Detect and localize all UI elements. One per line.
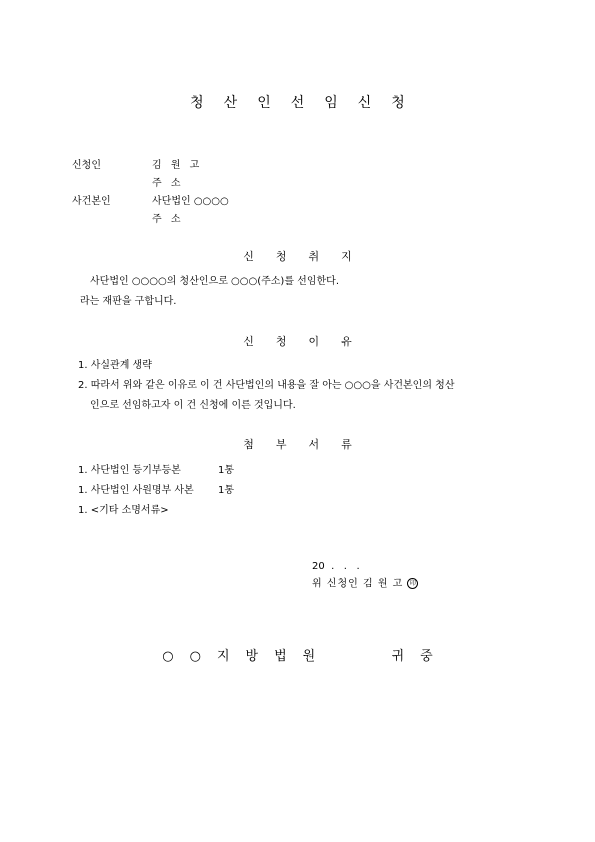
seal-icon: 印: [407, 578, 418, 589]
applicant-name: 김 원 고: [152, 160, 203, 171]
reason-item-1: 1. 사실관계 생략: [78, 360, 152, 371]
respondent-address-label: 주 소: [152, 214, 184, 225]
attachment-item-qty: 1통: [218, 485, 235, 496]
reason-item-2-line-2: 인으로 선임하고자 이 건 신청에 이른 것입니다.: [90, 400, 296, 411]
document-title: 청산인선임신청: [190, 95, 425, 111]
reason-heading: 신청이유: [243, 335, 374, 348]
reason-item-2-line-1: 2. 따라서 위와 같은 이유로 이 건 사단법인의 내용을 잘 아는 ○○○을 사건본인의 청산: [78, 380, 455, 391]
attachment-item-qty: 1통: [218, 465, 235, 476]
signature-date: 20 . . .: [312, 561, 360, 572]
respondent-name: 사단법인 ○○○○: [152, 196, 229, 207]
applicant-label: 신청인: [72, 160, 101, 171]
attachment-item-name: 1. <기타 소명서류>: [78, 505, 169, 516]
signature-block: [312, 578, 418, 591]
court-addressee: ○○지방법원 귀중: [162, 649, 449, 664]
attachments-heading: 첨부서류: [243, 438, 374, 451]
applicant-address-label: 주 소: [152, 178, 184, 189]
attachment-item-name: 1. 사단법인 등기부등본: [78, 465, 181, 476]
signer-name: 위 신청인 김 원 고: [312, 578, 404, 590]
attachment-item-name: 1. 사단법인 사원명부 사본: [78, 485, 194, 496]
purpose-heading: 신청취지: [243, 250, 374, 263]
purpose-line-1: 사단법인 ○○○○의 청산인으로 ○○○(주소)를 선임한다.: [90, 276, 339, 287]
purpose-line-2: 라는 재판을 구합니다.: [80, 296, 177, 307]
respondent-label: 사건본인: [72, 196, 111, 207]
